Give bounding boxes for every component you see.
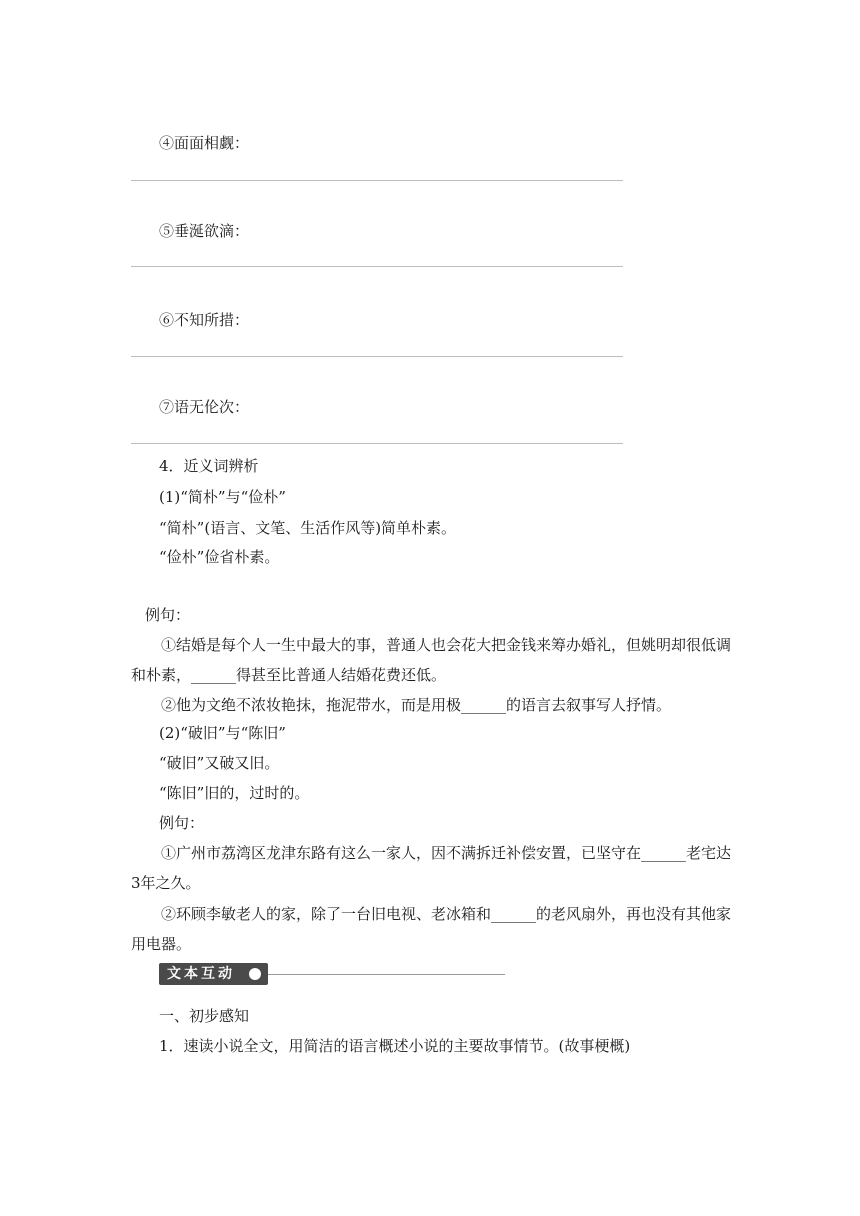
pair-1-def-2: “俭朴”俭省朴素。: [159, 548, 280, 566]
pair-2-title: (2)“破旧”与“陈旧”: [159, 724, 286, 742]
banner-rule: [268, 974, 505, 975]
item-7-label: ⑦语无伦次：: [159, 398, 250, 416]
part-1-heading: 一、初步感知: [159, 1007, 250, 1025]
pair-2-example-label: 例句：: [159, 814, 205, 832]
pair-1-example-label: 例句：: [145, 606, 191, 624]
answer-line-5[interactable]: [131, 266, 623, 267]
section-4-heading: 4．近义词辨析: [159, 457, 259, 475]
item-4-label: ④面面相觑：: [159, 134, 250, 152]
pair-2-def-2: “陈旧”旧的，过时的。: [159, 784, 310, 802]
answer-line-4[interactable]: [131, 180, 623, 181]
item-6-label: ⑥不知所措：: [159, 311, 250, 329]
pair-2-def-1: “破旧”又破又旧。: [159, 754, 280, 772]
banner-dot-icon: [249, 968, 261, 980]
item-5-label: ⑤垂涎欲滴：: [159, 222, 250, 240]
answer-line-7[interactable]: [131, 443, 623, 444]
pair-2-example-1: ①广州市荔湾区龙津东路有这么一家人，因不满拆迁补偿安置，已坚守在______老宅达3年之久。: [131, 844, 732, 892]
pair-1-def-1: “简朴”(语言、文笔、生活作风等)简单朴素。: [159, 519, 457, 537]
banner-label: 文本互动: [167, 966, 235, 982]
pair-1-example-2: ②他为文绝不浓妆艳抹，拖泥带水，而是用极______的语言去叙事写人抒情。: [161, 696, 672, 714]
pair-2-example-2: ②环顾李敏老人的家，除了一台旧电视、老冰箱和______的老风扇外，再也没有其他家用电器。: [131, 905, 732, 953]
section-banner: [159, 963, 505, 985]
answer-line-6[interactable]: [131, 356, 623, 357]
banner-box: [159, 963, 268, 985]
question-1: 1．速读小说全文，用简洁的语言概述小说的主要故事情节。(故事梗概): [159, 1037, 631, 1055]
pair-1-title: (1)“简朴”与“俭朴”: [159, 488, 286, 506]
pair-1-example-1: ①结婚是每个人一生中最大的事，普通人也会花大把金钱来筹办婚礼，但姚明却很低调和朴素，______得甚至比普通人结婚花费还低。: [131, 636, 732, 684]
